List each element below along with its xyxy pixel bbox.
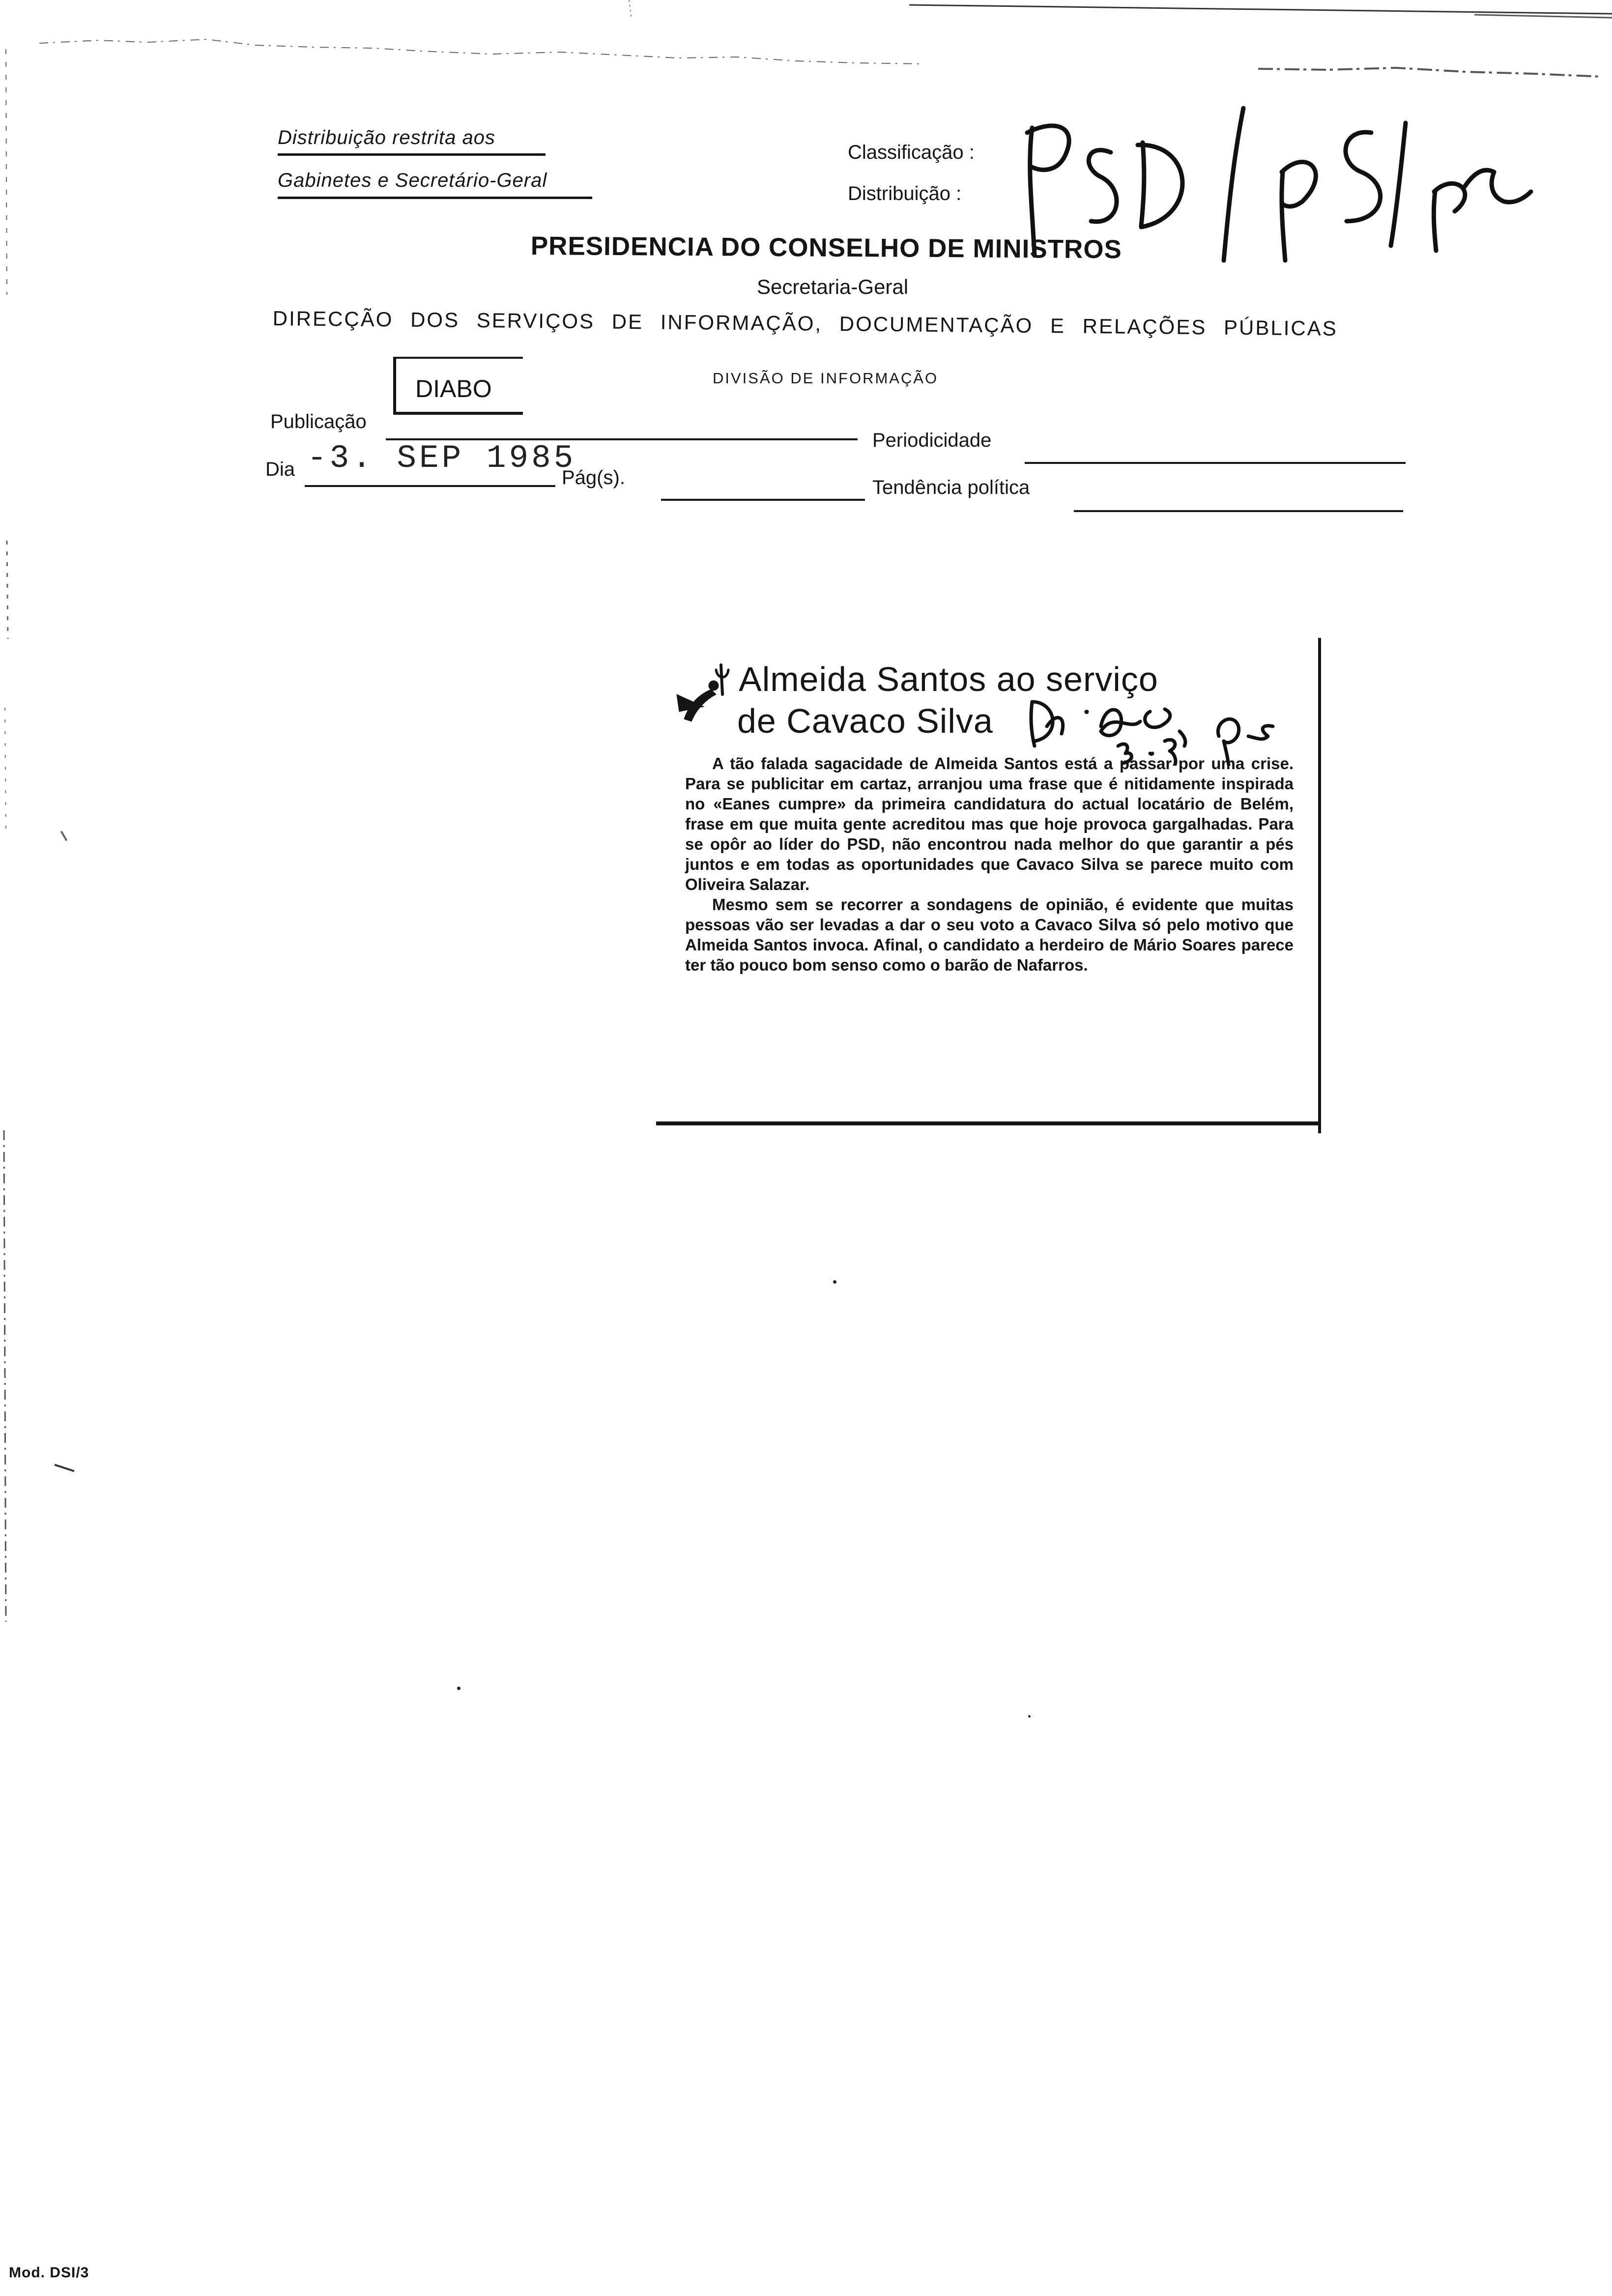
restriction-line-2: Gabinetes e Secretário-Geral	[278, 170, 547, 191]
day-label: Dia	[265, 459, 295, 480]
publication-label: Publicação	[270, 411, 367, 432]
periodicity-line	[1025, 462, 1406, 464]
restriction-underline-1	[278, 153, 546, 156]
distribution-label: Distribuição :	[848, 183, 962, 204]
clipping-border-right	[1318, 638, 1321, 1133]
pages-label: Pág(s).	[562, 467, 625, 488]
scan-speck	[457, 1687, 461, 1690]
political-tendency-line	[1074, 510, 1403, 512]
clipping-border-bottom	[656, 1121, 1321, 1125]
form-code: Mod. DSI/3	[9, 2265, 89, 2281]
article-paragraph-1: A tão falada sagacidade de Almeida Santos está a passar por uma crise. Para se publicitar em cartaz, arranjou uma frase que é nitidamente inspirada no «Eanes cumpre» da primeira candidatura do actual locatário de Belém, frase em que muita gente acreditou mas que hoje provoca gargalhadas. Para se opôr ao líder do PSD, não encontrou nada melhor do que garantir a pés juntos e em todas as oportunidades que Cavaco Silva se parece muito com Oliveira Salazar.	[685, 754, 1294, 893]
article-paragraph-2: Mesmo sem se recorrer a sondagens de opinião, é evidente que muitas pessoas vão ser levadas a dar o seu voto a Cavaco Silva só pelo motivo que Almeida Santos invoca. Afinal, o candidato a herdeiro de Mário Soares parece ter tão pouco bom senso como o barão de Nafarros.	[685, 895, 1294, 974]
scan-mark	[60, 831, 67, 841]
division-label: DIVISÃO DE INFORMAÇÃO	[713, 370, 939, 387]
scan-speck	[1028, 1715, 1031, 1718]
headline-line-2: de Cavaco Silva	[737, 702, 993, 740]
periodicity-label: Periodicidade	[872, 430, 992, 451]
political-tendency-label: Tendência política	[872, 477, 1030, 498]
ministry-title: PRESIDENCIA DO CONSELHO DE MINISTROS	[530, 231, 1123, 264]
directorate-title: DIRECÇÃO DOS SERVIÇOS DE INFORMAÇÃO, DOCUMENTAÇÃO E RELAÇÕES PÚBLICAS	[272, 307, 1338, 340]
classification-label: Classificação :	[848, 142, 975, 163]
day-line	[305, 485, 555, 487]
scan-mark	[54, 1464, 74, 1472]
restriction-underline-2	[278, 197, 592, 199]
date-stamp: -3. SEP 1985	[307, 440, 576, 477]
pages-line	[661, 499, 865, 501]
scan-noise-left	[0, 0, 20, 1671]
scan-speck	[833, 1280, 836, 1284]
publication-stamp: DIABO	[415, 375, 492, 402]
devil-icon	[674, 660, 736, 724]
headline-line-1: Almeida Santos ao serviço	[739, 660, 1158, 698]
article-body	[685, 753, 1294, 975]
secretariat-label: Secretaria-Geral	[757, 275, 909, 298]
scan-noise-top	[0, 0, 1612, 84]
restriction-line-1: Distribuição restrita aos	[278, 127, 495, 148]
